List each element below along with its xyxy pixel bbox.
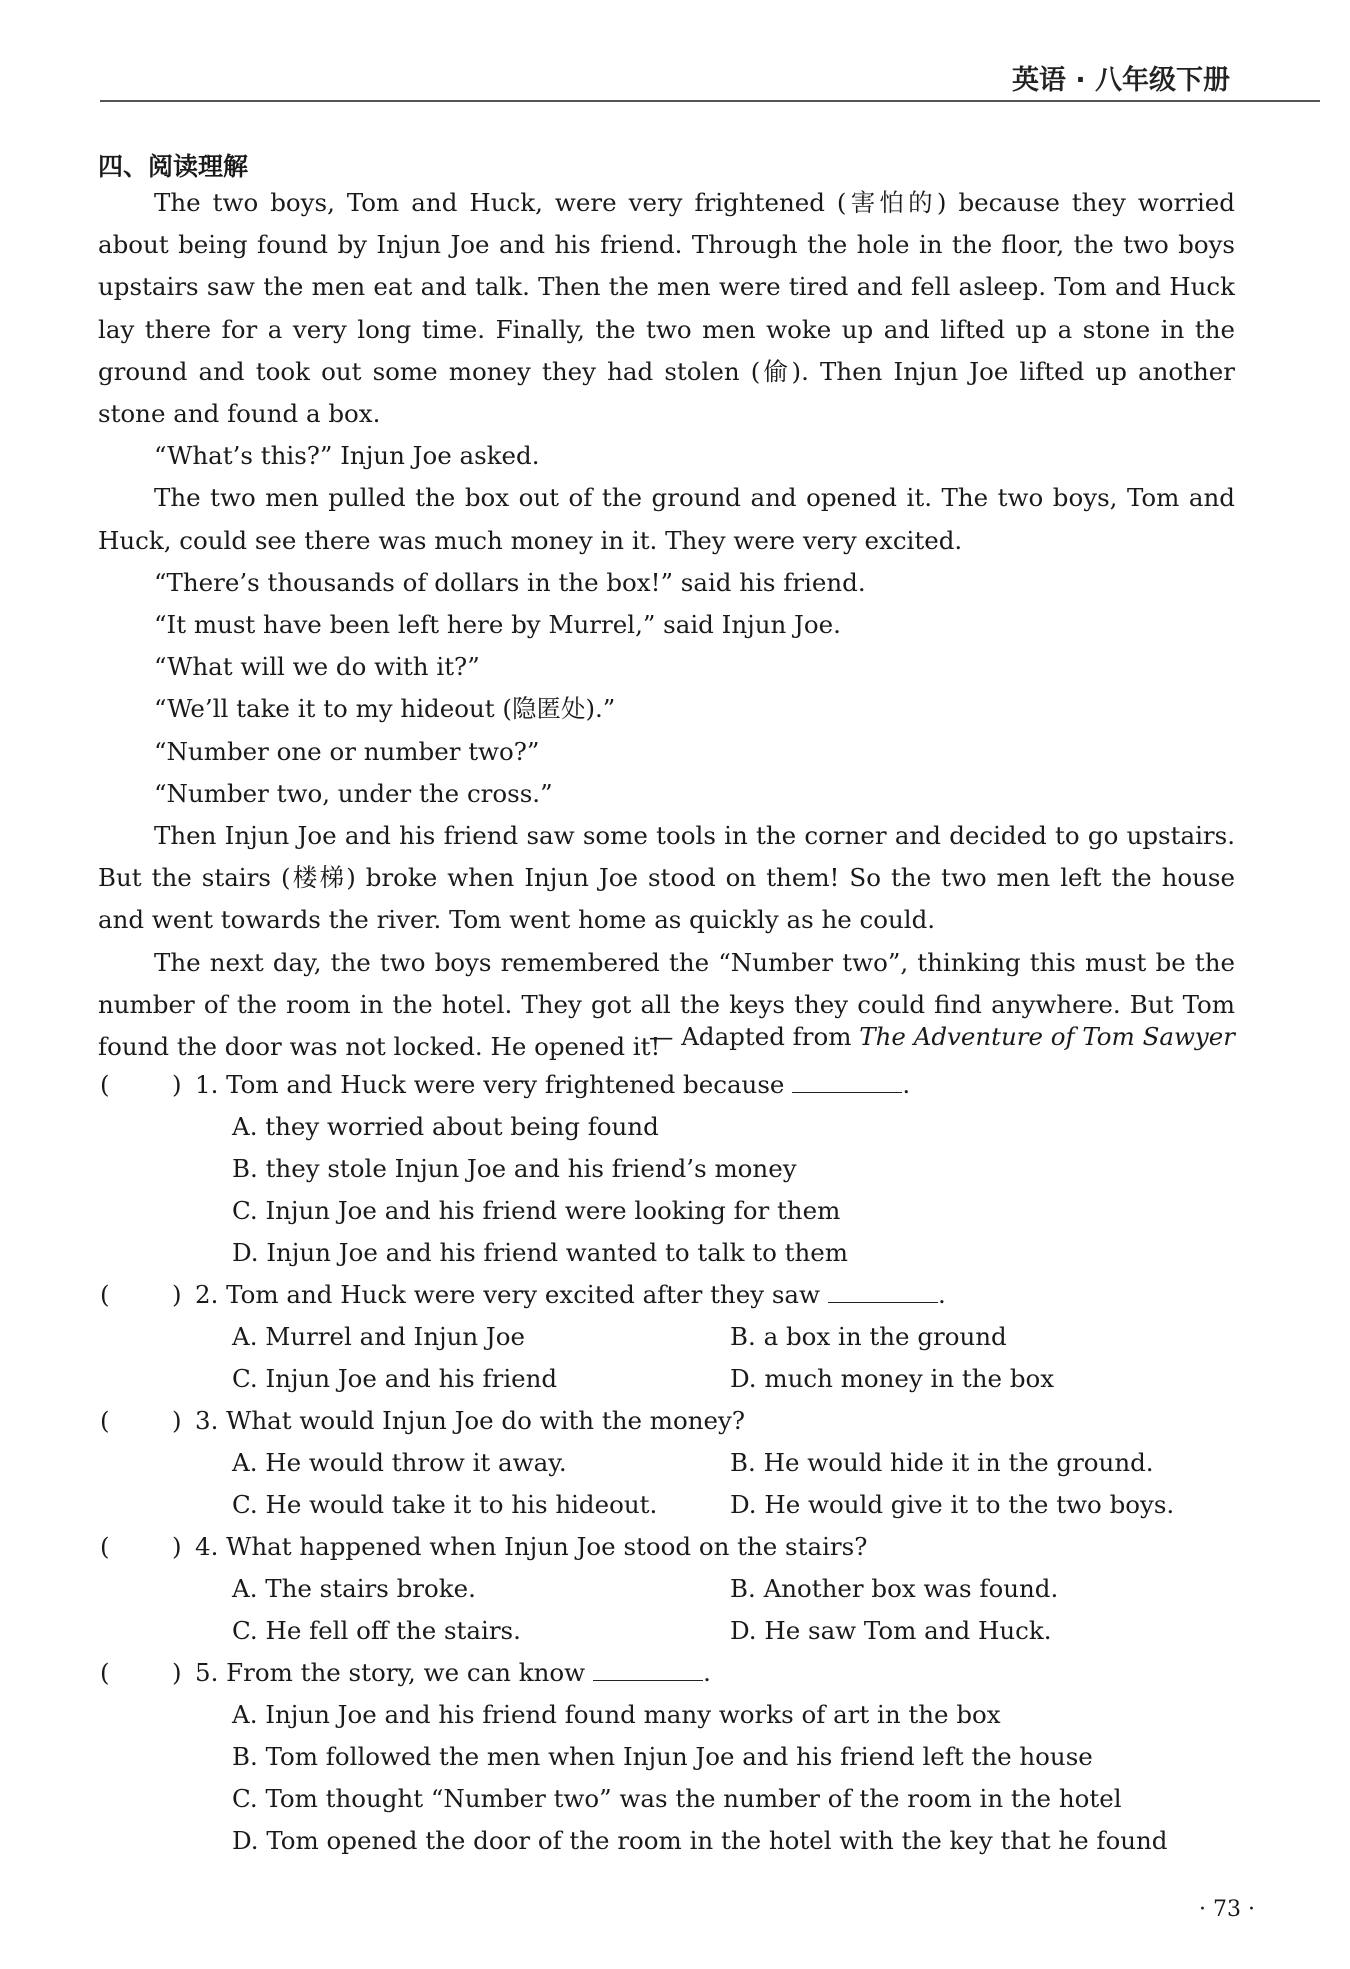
option-c: C. Injun Joe and his friend xyxy=(232,1364,558,1393)
question-1 xyxy=(100,1064,1260,1106)
option-a: A. He would throw it away. xyxy=(232,1448,567,1477)
passage-paragraph: “There’s thousands of dollars in the box!” said his friend. xyxy=(154,567,866,597)
option-b: B. Another box was found. xyxy=(730,1574,1059,1603)
option-a: A. The stairs broke. xyxy=(232,1574,476,1603)
option-c: C. Injun Joe and his friend were looking for them xyxy=(232,1196,841,1225)
option-b: B. He would hide it in the ground. xyxy=(730,1448,1154,1477)
option-d: D. He saw Tom and Huck. xyxy=(730,1616,1052,1645)
question-5 xyxy=(100,1652,1260,1694)
question-4 xyxy=(100,1526,1260,1568)
page-number: · 73 · xyxy=(1199,1897,1255,1922)
passage-paragraph: The next day, the two boys remembered the “Number two”, thinking this must be the number of the room in the hotel. They got all the keys they could find anywhere. But Tom found the door was not locked. He opened it! xyxy=(98,947,1235,1062)
passage-paragraph: “What’s this?” Injun Joe asked. xyxy=(154,441,540,471)
question-stem: 2. Tom and Huck were very excited after they saw xyxy=(195,1280,820,1309)
option-b: B. Tom followed the men when Injun Joe and his friend left the house xyxy=(232,1742,1093,1771)
source-title: The Adventure of Tom Sawyer xyxy=(859,1022,1235,1051)
passage-paragraph: “What will we do with it?” xyxy=(154,652,480,682)
passage-paragraph: “Number two, under the cross.” xyxy=(154,778,553,808)
option-a: A. Injun Joe and his friend found many works of art in the box xyxy=(232,1700,1001,1729)
answer-paren-close[interactable]: ) xyxy=(172,1532,182,1561)
question-stem: 1. Tom and Huck were very frightened because xyxy=(195,1070,785,1099)
section-title: 四、阅读理解 xyxy=(98,152,249,181)
answer-blank xyxy=(828,1278,938,1303)
question-suffix: . xyxy=(938,1280,946,1309)
header-divider xyxy=(100,100,1320,102)
question-stem: 3. What would Injun Joe do with the money? xyxy=(195,1406,746,1435)
passage-paragraph: Then Injun Joe and his friend saw some tools in the corner and decided to go upstairs. But the stairs (楼梯) broke when Injun Joe stood on them! So the two men left the house and went towards the river. Tom went home as quickly as he could. xyxy=(98,821,1235,935)
question-list xyxy=(100,1064,1260,1862)
option-c: C. Tom thought “Number two” was the number of the room in the hotel xyxy=(232,1784,1122,1813)
page-header-title: 英语 · 八年级下册 xyxy=(1011,65,1230,96)
option-d: D. Injun Joe and his friend wanted to talk to them xyxy=(232,1238,849,1267)
source-prefix: — Adapted from xyxy=(648,1022,860,1051)
option-b: B. they stole Injun Joe and his friend’s money xyxy=(232,1154,797,1183)
option-a: A. they worried about being found xyxy=(232,1112,659,1141)
answer-paren-open[interactable]: ( xyxy=(100,1070,110,1099)
question-suffix: . xyxy=(902,1070,911,1099)
reading-passage xyxy=(98,182,1235,1068)
option-c: C. He fell off the stairs. xyxy=(232,1616,521,1645)
question-stem: 4. What happened when Injun Joe stood on the stairs? xyxy=(195,1532,868,1561)
answer-paren-open[interactable]: ( xyxy=(100,1532,110,1561)
answer-blank xyxy=(593,1656,703,1681)
passage-paragraph: “It must have been left here by Murrel,” said Injun Joe. xyxy=(154,610,841,640)
answer-paren-close[interactable]: ) xyxy=(172,1280,182,1309)
option-a: A. Murrel and Injun Joe xyxy=(232,1322,526,1351)
answer-paren-close[interactable]: ) xyxy=(172,1070,182,1099)
option-b: B. a box in the ground xyxy=(730,1322,1007,1351)
question-stem: 5. From the story, we can know xyxy=(195,1658,586,1687)
answer-paren-close[interactable]: ) xyxy=(172,1406,182,1435)
answer-paren-open[interactable]: ( xyxy=(100,1658,110,1687)
question-2 xyxy=(100,1274,1260,1316)
question-3 xyxy=(100,1400,1260,1442)
answer-paren-open[interactable]: ( xyxy=(100,1406,110,1435)
passage-paragraph: The two men pulled the box out of the ground and opened it. The two boys, Tom and Huck, could see there was much money in it. They were very excited. xyxy=(98,483,1235,555)
passage-paragraph: The two boys, Tom and Huck, were very frightened (害怕的) because they worried about being found by Injun Joe and his friend. Through the hole in the floor, the two boys upstairs saw the men eat and talk. Then the men were tired and fell asleep. Tom and Huck lay there for a very long time. Finally, the two men woke up and lifted up a stone in the ground and took out some money they had stolen (偷). Then Injun Joe lifted up another stone and found a box. xyxy=(98,188,1235,429)
question-suffix: . xyxy=(703,1658,711,1687)
passage-paragraph: “We’ll take it to my hideout (隐匿处).” xyxy=(154,694,616,724)
passage-source xyxy=(649,1022,1235,1051)
answer-paren-open[interactable]: ( xyxy=(100,1280,110,1309)
answer-blank xyxy=(792,1068,902,1093)
option-d: D. much money in the box xyxy=(730,1364,1055,1393)
answer-paren-close[interactable]: ) xyxy=(172,1658,182,1687)
option-d: D. Tom opened the door of the room in the hotel with the key that he found xyxy=(232,1826,1168,1855)
passage-paragraph: “Number one or number two?” xyxy=(154,736,540,766)
option-d: D. He would give it to the two boys. xyxy=(730,1490,1175,1519)
option-c: C. He would take it to his hideout. xyxy=(232,1490,658,1519)
